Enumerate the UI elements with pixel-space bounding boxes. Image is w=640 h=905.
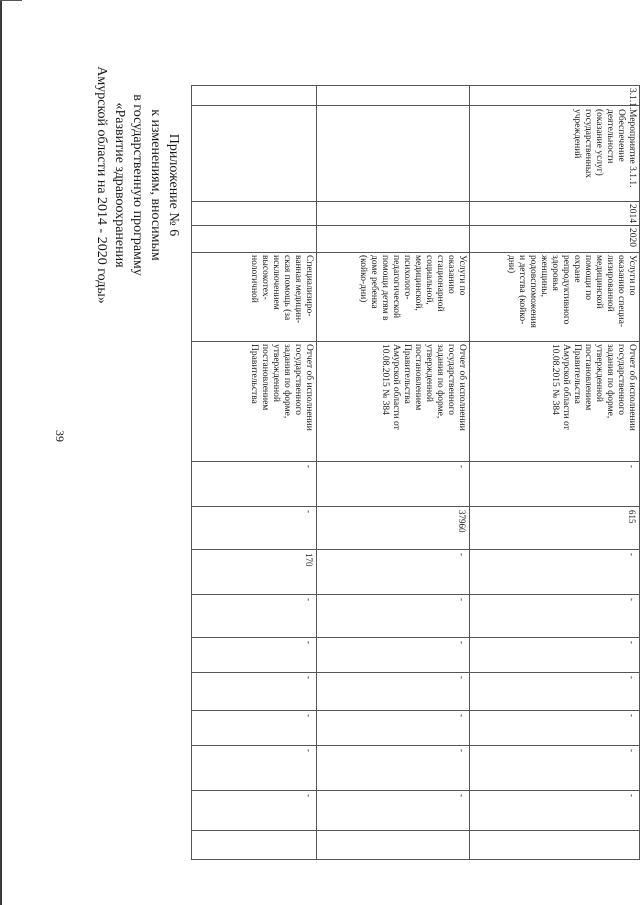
value-cell: - <box>457 749 467 752</box>
report-line: Правительства <box>402 344 412 404</box>
col-divider <box>192 672 640 673</box>
report-line: Амурской области от <box>391 344 401 430</box>
value-cell: - <box>627 465 637 468</box>
report-line: Отчет об исполнении <box>304 344 314 431</box>
service-line: доме ребенка <box>369 255 379 309</box>
service-line: (койко-дни) <box>358 255 368 303</box>
value-cell: - <box>304 465 314 468</box>
col-divider <box>192 830 640 831</box>
service-description <box>248 255 314 341</box>
measure-line: Мероприятие 3.1.1. <box>627 109 637 188</box>
value-cell: - <box>627 714 637 717</box>
measure-line: (оказание услуг) <box>594 109 604 176</box>
service-line: дни) <box>506 255 516 274</box>
appendix-line: «Развитие здравоохранения <box>112 102 127 268</box>
report-line: постановлением <box>583 344 593 411</box>
value-cell: - <box>304 794 314 797</box>
service-line: и детства (койко- <box>517 255 527 325</box>
service-line: оказанию <box>446 255 456 294</box>
appendix-heading <box>92 50 182 320</box>
value-cell: - <box>457 465 467 468</box>
value-cell: - <box>627 676 637 679</box>
col-divider <box>192 201 640 202</box>
service-line: медицинской, <box>413 255 423 311</box>
service-line: высокотех- <box>260 255 270 300</box>
service-line: здоровья <box>550 255 560 291</box>
report-line: Правительства <box>572 344 582 404</box>
service-line: педагогической <box>391 255 401 319</box>
report-line: Правительства <box>249 344 259 404</box>
report-line: задания по форме, <box>435 344 445 419</box>
report-line: постановлением <box>413 344 423 411</box>
service-line: Услуги по <box>457 255 467 296</box>
report-line: 10.08.2015 № 384 <box>380 344 390 415</box>
report-line: утвержденной <box>424 344 434 402</box>
measure-line: Обеспечение <box>616 109 626 162</box>
col-divider <box>192 549 640 550</box>
col-divider <box>192 252 640 253</box>
value-cell: - <box>457 714 467 717</box>
service-description <box>357 255 467 341</box>
value-cell: - <box>304 598 314 601</box>
report-description <box>379 344 467 461</box>
col-divider <box>192 225 640 226</box>
report-line: утвержденной <box>271 344 281 402</box>
appendix-line: в государственную программу <box>130 94 145 276</box>
appendix-line: Приложение № 6 <box>166 133 181 237</box>
col-divider <box>192 594 640 595</box>
report-line: задания по форме, <box>605 344 615 419</box>
col-divider <box>192 745 640 746</box>
value-cell: - <box>627 641 637 644</box>
page-number: 39 <box>53 430 67 442</box>
col-divider <box>192 341 640 342</box>
report-line: Отчет об исполнении <box>457 344 467 431</box>
col-divider <box>192 710 640 711</box>
service-line: помощи по <box>583 255 593 301</box>
appendix-line: к изменениям, вносимым <box>148 109 163 261</box>
report-line: утвержденной <box>594 344 604 402</box>
service-line: женщины, <box>539 255 549 297</box>
report-line: Отчет об исполнении <box>627 344 637 431</box>
service-line: стационарной <box>435 255 445 312</box>
measure-line: учреждений <box>572 109 582 159</box>
service-line: родовспоможения <box>528 255 538 328</box>
value-cell: - <box>627 749 637 752</box>
service-line: нологичной <box>249 255 259 303</box>
service-line: ванная медицин- <box>293 255 303 324</box>
appendix-line: Амурской области на 2014 - 2020 годы» <box>94 66 109 304</box>
service-description <box>505 255 637 341</box>
service-line: лизированной <box>605 255 615 312</box>
service-line: исключением <box>271 255 281 310</box>
service-line: Специализиро- <box>304 255 314 317</box>
value-cell: - <box>457 641 467 644</box>
value-cell: - <box>627 794 637 797</box>
report-line: постановлением <box>260 344 270 411</box>
report-line: задания по форме, <box>282 344 292 419</box>
service-line: ская помощь (за <box>282 255 292 321</box>
service-line: психолого- <box>402 255 412 300</box>
report-line: государственного <box>293 344 303 416</box>
col-divider <box>192 85 640 86</box>
value-cell: - <box>627 553 637 556</box>
report-line: Амурской области от <box>561 344 571 430</box>
measure-line: государственных <box>583 109 593 179</box>
col-divider <box>192 105 640 106</box>
service-line: Услуги по <box>627 255 637 296</box>
row-number: 3.1.1. <box>627 88 637 110</box>
year-start: 2014 <box>627 204 637 223</box>
report-line: государственного <box>616 344 626 416</box>
service-line: репродуктивного <box>561 255 571 325</box>
measure-description <box>571 109 637 201</box>
value-cell: - <box>304 510 314 513</box>
value-cell: 615 <box>627 510 637 524</box>
service-line: охране <box>572 255 582 283</box>
value-cell: - <box>304 749 314 752</box>
measure-line: деятельности <box>605 109 615 164</box>
value-cell: 170 <box>304 553 314 567</box>
col-divider <box>192 637 640 638</box>
report-line: 10.08.2015 № 384 <box>550 344 560 415</box>
value-cell: 37960 <box>457 510 467 533</box>
service-line: социальной, <box>424 255 434 305</box>
value-cell: - <box>457 553 467 556</box>
report-description <box>549 344 637 461</box>
col-divider <box>192 506 640 507</box>
col-divider <box>192 461 640 462</box>
col-divider <box>192 859 640 860</box>
col-divider <box>192 790 640 791</box>
value-cell: - <box>457 598 467 601</box>
value-cell: - <box>304 676 314 679</box>
value-cell: - <box>457 794 467 797</box>
report-line: государственного <box>446 344 456 416</box>
value-cell: - <box>627 598 637 601</box>
service-line: оказанию специа- <box>616 255 626 328</box>
service-line: медицинской <box>594 255 604 309</box>
value-cell: - <box>457 676 467 679</box>
service-line: помощи детям в <box>380 255 390 321</box>
year-end: 2020 <box>627 228 637 247</box>
value-cell: - <box>304 714 314 717</box>
value-cell: - <box>304 641 314 644</box>
program-table <box>192 85 640 860</box>
report-description <box>248 344 314 461</box>
